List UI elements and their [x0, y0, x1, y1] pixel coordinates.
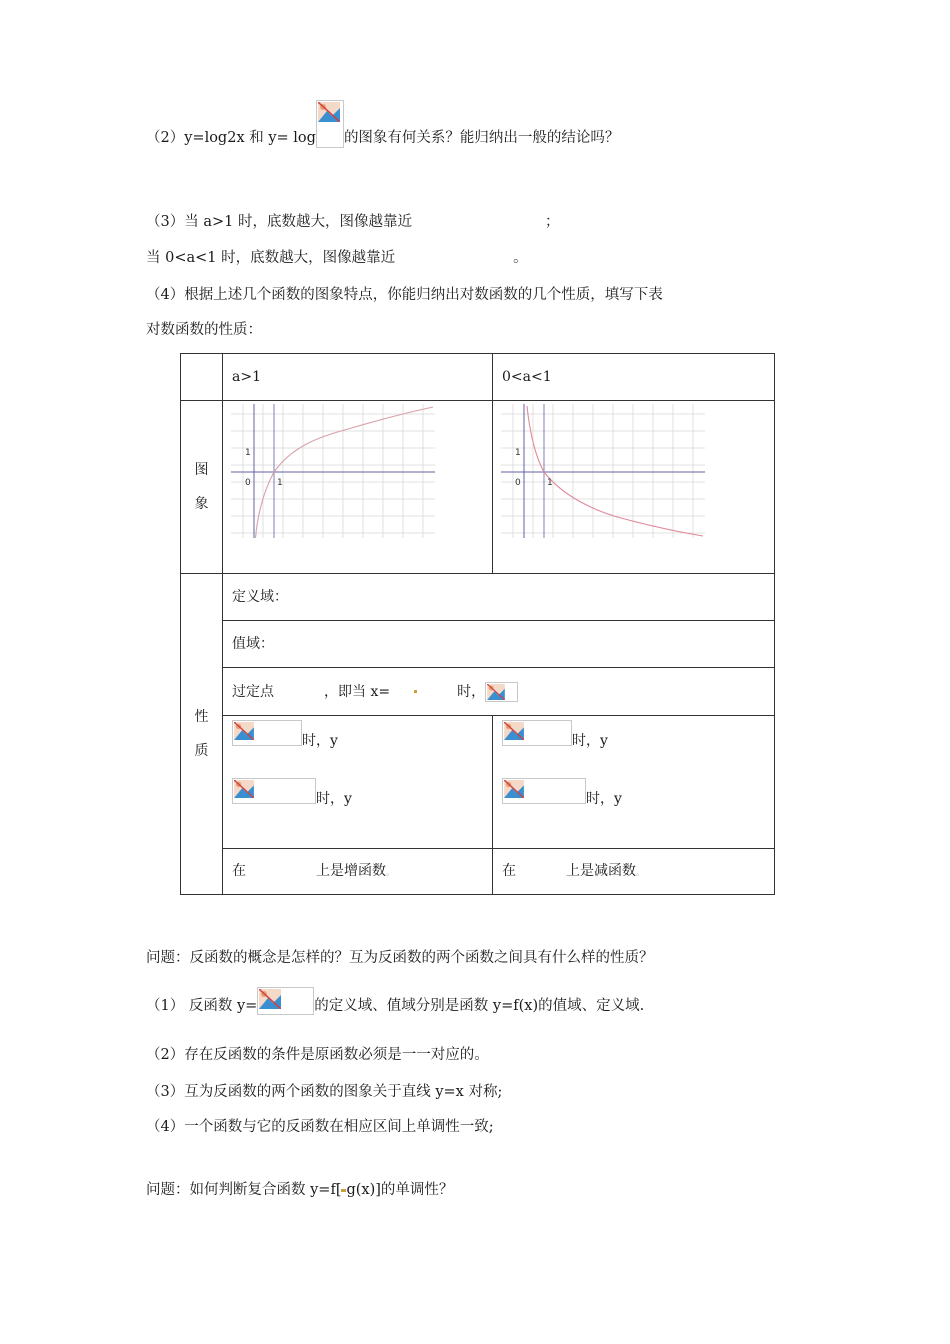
graph-decreasing-cell [493, 401, 775, 574]
increasing-cell [223, 849, 493, 895]
values-increasing-cell [223, 716, 493, 849]
q2-prefix: （2）y=log2x 和 y= log [146, 130, 316, 146]
paragraph-mark: 。 [386, 867, 394, 877]
inverse-p1 [146, 996, 644, 1016]
q3-line2 [146, 248, 528, 268]
increasing-prefix: 在 [232, 862, 246, 879]
x-tick-1-label: 1 [547, 478, 553, 488]
inverse-p2: （2）存在反函数的条件是原函数必须是一一对应的。 [146, 1047, 489, 1063]
decreasing-cell [493, 849, 775, 895]
origin-label: 0 [515, 478, 521, 488]
formula-image-icon [232, 720, 302, 746]
when-y-text: 时，y [572, 733, 608, 749]
log-graph-decreasing [501, 404, 705, 538]
q3-line2-end: 。 [513, 250, 528, 266]
decreasing-prefix: 在 [502, 862, 516, 879]
table-corner-cell [181, 354, 223, 401]
fixed-point-end: 时， [457, 683, 486, 700]
domain-row [181, 574, 775, 621]
table-header-row [181, 354, 775, 401]
inverse-p4: （4）一个函数与它的反函数在相应区间上单调性一致; [146, 1119, 494, 1135]
q2-line [146, 128, 619, 148]
graph-grid [231, 404, 435, 538]
values-line-2 [502, 778, 765, 808]
formula-image-icon [502, 720, 572, 746]
props-row-label [181, 574, 223, 895]
range-label: 值域： [223, 621, 775, 668]
formula-image-icon [485, 682, 518, 702]
fixed-point-row [181, 668, 775, 716]
graph-row-label [181, 401, 223, 574]
values-line-2 [232, 778, 483, 808]
header-a-gt-1: a>1 [223, 354, 493, 401]
y-tick-1-label: 1 [515, 448, 521, 458]
q2-suffix: 的图象有何关系？能归纳出一般的结论吗？ [343, 130, 620, 146]
inverse-question: 问题：反函数的概念是怎样的？互为反函数的两个函数之间具有什么样的性质？ [146, 950, 654, 966]
x-tick-1-label: 1 [277, 478, 283, 488]
formula-image-icon [316, 100, 344, 148]
domain-label: 定义域： [223, 574, 775, 621]
increasing-suffix: 上是增函数 [316, 862, 386, 879]
inverse-p3: （3）互为反函数的两个函数的图象关于直线 y=x 对称; [146, 1084, 503, 1100]
values-line-1 [502, 720, 765, 750]
q3-line1-text: （3）当 a>1 时，底数越大，图像越靠近 [146, 214, 412, 230]
props-label-char-1: 性 [194, 709, 209, 725]
log-curve-decreasing [527, 406, 703, 536]
q3-line1-end: ； [544, 214, 560, 230]
fixed-point-prefix: 过定点 [232, 683, 274, 700]
formula-image-icon [502, 778, 586, 804]
log-properties-table [180, 353, 775, 895]
q3-line2-text: 当 0<a<1 时，底数越大，图像越靠近 [146, 250, 396, 266]
decreasing-suffix: 上是减函数 [566, 862, 636, 879]
fixed-point-cell [223, 668, 775, 716]
range-row [181, 621, 775, 668]
values-decreasing-cell [493, 716, 775, 849]
log-graph-increasing [231, 404, 435, 538]
graph-row [181, 401, 775, 574]
graph-increasing-cell [223, 401, 493, 574]
marker-dot [414, 690, 417, 693]
q4-line2: 对数函数的性质： [146, 322, 262, 338]
when-y-text: 时，y [316, 791, 352, 807]
formula-image-icon [257, 987, 314, 1015]
when-y-text: 时，y [302, 733, 338, 749]
composite-prefix: 问题：如何判断复合函数 y=f[ [146, 1182, 342, 1198]
header-a-lt-1: 0<a<1 [493, 354, 775, 401]
q3-line1 [146, 212, 559, 232]
formula-image-icon [232, 778, 316, 804]
graph-grid [501, 404, 705, 538]
inverse-p1-prefix: （1） 反函数 y= [146, 998, 258, 1014]
graph-label-char-1: 图 [194, 462, 209, 478]
composite-suffix: g(x)]的单调性？ [346, 1182, 454, 1198]
q4-line1: （4）根据上述几个函数的图象特点，你能归纳出对数函数的几个性质，填写下表 [146, 287, 663, 303]
composite-question [146, 1180, 453, 1200]
inverse-p1-suffix: 的定义域、值域分别是函数 y=f(x)的值域、定义域. [314, 998, 645, 1014]
graph-label-char-2: 象 [194, 496, 209, 512]
origin-label: 0 [245, 478, 251, 488]
monotonicity-row [181, 849, 775, 895]
monotonic-values-row [181, 716, 775, 849]
paragraph-mark: 。 [636, 867, 644, 877]
fixed-point-mid: ，即当 x= [324, 683, 391, 700]
props-label-char-2: 质 [194, 743, 209, 759]
values-line-1 [232, 720, 483, 750]
y-tick-1-label: 1 [245, 448, 251, 458]
when-y-text: 时，y [586, 791, 622, 807]
